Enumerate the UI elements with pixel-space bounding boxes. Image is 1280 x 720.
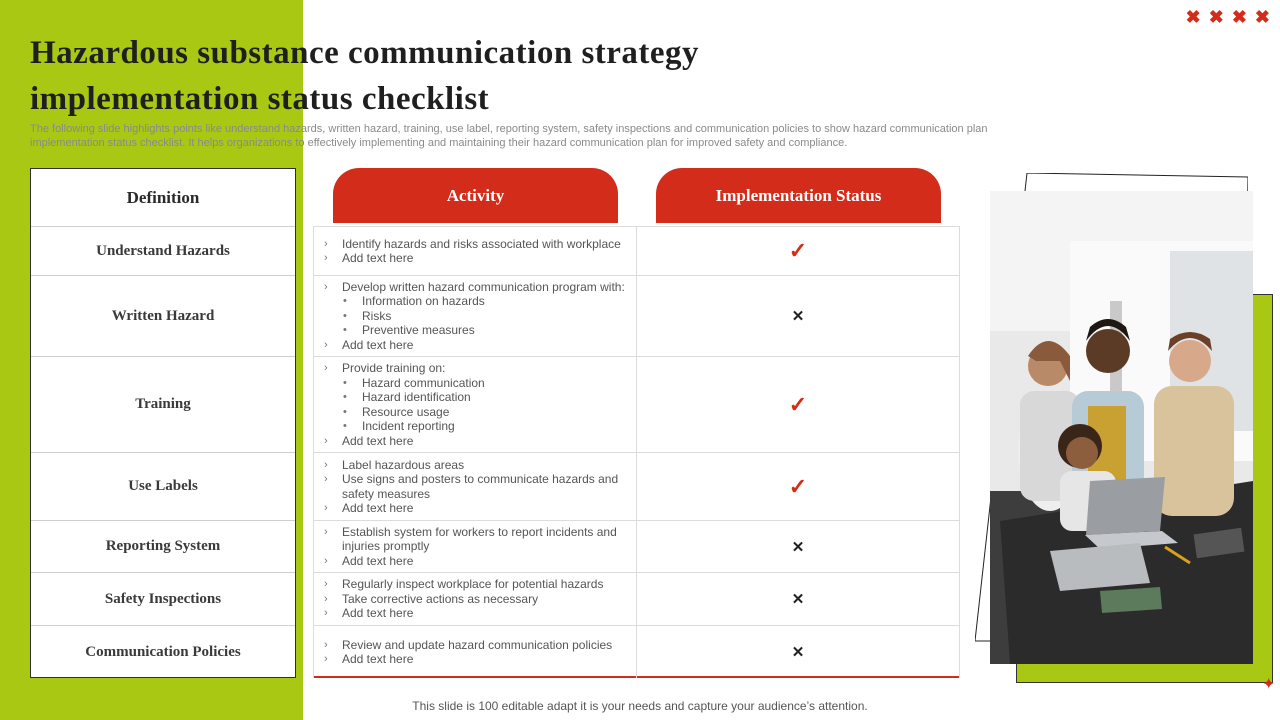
activity-text: Provide training on: xyxy=(342,361,446,375)
activity-text: Add text here xyxy=(342,553,414,568)
status-cell xyxy=(637,453,959,520)
activity-text: Regularly inspect workplace for potential hazards xyxy=(342,577,604,592)
activity-text: Add text here xyxy=(342,652,414,666)
cross-icon: ✕ xyxy=(791,538,805,556)
activity-item xyxy=(324,434,630,449)
activity-text: Add text here xyxy=(342,251,414,265)
table-row xyxy=(313,226,960,275)
chevron-right-icon: › xyxy=(324,554,328,567)
table-row xyxy=(313,625,960,678)
activity-item xyxy=(324,525,630,554)
activity-text: Establish system for workers to report incidents and injuries promptly xyxy=(342,524,617,554)
table-row xyxy=(313,356,960,452)
status-cell xyxy=(637,521,959,572)
activity-subitem xyxy=(324,309,630,324)
activity-subitem xyxy=(324,294,630,309)
activity-item xyxy=(324,554,630,569)
activity-text: Identify hazards and risks associated with workplace xyxy=(342,236,621,251)
activity-item xyxy=(324,638,630,653)
activity-item xyxy=(324,338,630,353)
definition-understand-hazards: Understand Hazards xyxy=(31,227,295,276)
status-cell xyxy=(637,357,959,452)
red-star-icon: ✦ xyxy=(1262,676,1276,693)
table-row xyxy=(313,452,960,520)
activity-text: Hazard identification xyxy=(362,390,471,404)
activity-item xyxy=(324,458,630,473)
activity-text: Add text here xyxy=(342,337,414,352)
table-row xyxy=(313,572,960,625)
activity-cell xyxy=(314,276,637,356)
activity-item xyxy=(324,251,630,266)
status-cell xyxy=(637,573,959,625)
slide-subtitle: The following slide highlights points like understand hazards, written hazard, training, use label, reporting system, safety inspections and communication policies to show hazard communication plan implementation status checklist. It helps organizations to effectively implementing and maintaining their hazard communication plan for improved safety and compliance. xyxy=(30,123,988,149)
red-cross-icon: ✖ xyxy=(1254,7,1270,27)
bullet-icon: • xyxy=(343,391,347,403)
cross-icon: ✕ xyxy=(791,644,805,661)
red-cross-icon: ✖ xyxy=(1185,7,1201,27)
activity-cell xyxy=(314,573,637,625)
table-row xyxy=(313,520,960,572)
chevron-right-icon: › xyxy=(324,473,328,485)
red-cross-icon: ✖ xyxy=(1208,7,1224,27)
checkmark-icon: ✓ xyxy=(788,238,808,263)
status-cell xyxy=(637,227,959,275)
activity-text: Review and update hazard communication policies xyxy=(342,637,613,652)
activity-cell xyxy=(314,626,637,678)
team-photo xyxy=(990,191,1253,664)
chevron-right-icon: › xyxy=(324,434,328,447)
chevron-right-icon: › xyxy=(324,362,328,374)
definition-use-labels: Use Labels xyxy=(31,453,295,521)
checkmark-icon: ✓ xyxy=(788,473,808,499)
definition-training: Training xyxy=(31,357,295,453)
activity-item xyxy=(324,237,630,252)
activity-cell xyxy=(314,357,637,452)
cross-icon: ✕ xyxy=(791,591,805,608)
activity-subitem xyxy=(324,405,630,420)
activity-text: Resource usage xyxy=(362,404,450,419)
bullet-icon: • xyxy=(343,309,347,322)
definition-written-hazard: Written Hazard xyxy=(31,276,295,357)
activity-subitem xyxy=(324,323,630,338)
definition-header: Definition xyxy=(31,169,295,227)
activity-text: Add text here xyxy=(342,433,414,448)
activity-subitem xyxy=(324,419,630,434)
red-cross-icon: ✖ xyxy=(1231,7,1247,27)
slide-title: Hazardous substance communication strategy implementation status checklist xyxy=(30,35,700,117)
activity-text: Develop written hazard communication program with: xyxy=(342,279,625,294)
activity-item xyxy=(324,472,630,501)
activity-item xyxy=(324,501,630,516)
chevron-right-icon: › xyxy=(324,525,328,538)
activity-item xyxy=(324,361,630,376)
chevron-right-icon: › xyxy=(324,252,328,264)
chevron-right-icon: › xyxy=(324,280,328,293)
chevron-right-icon: › xyxy=(324,458,328,471)
status-cell xyxy=(637,276,959,356)
activity-item xyxy=(324,606,630,621)
activity-item xyxy=(324,652,630,667)
activity-subitem xyxy=(324,376,630,391)
chevron-right-icon: › xyxy=(324,607,328,620)
activity-text: Add text here xyxy=(342,606,414,621)
activity-status-table xyxy=(313,226,960,678)
table-row xyxy=(313,275,960,356)
activity-text: Add text here xyxy=(342,501,414,515)
status-header: Implementation Status xyxy=(656,168,941,223)
activity-text: Risks xyxy=(362,308,392,323)
footer-note: This slide is 100 editable adapt it is your needs and capture your audience’s attention. xyxy=(412,699,868,713)
chevron-right-icon: › xyxy=(324,338,328,351)
checkmark-icon: ✓ xyxy=(788,391,808,417)
activity-text: Incident reporting xyxy=(362,419,455,433)
definition-table xyxy=(30,168,296,678)
chevron-right-icon: › xyxy=(324,653,328,665)
activity-cell xyxy=(314,521,637,572)
activity-cell xyxy=(314,227,637,275)
activity-cell xyxy=(314,453,637,520)
definition-communication-policies: Communication Policies xyxy=(85,643,241,660)
status-cell xyxy=(637,626,959,678)
activity-item xyxy=(324,280,630,295)
activity-item xyxy=(324,592,630,607)
bullet-icon: • xyxy=(343,295,347,308)
definition-reporting-system: Reporting System xyxy=(31,521,295,573)
chevron-right-icon: › xyxy=(324,592,328,605)
activity-text: Preventive measures xyxy=(362,323,475,338)
corner-decoration xyxy=(1186,8,1270,26)
chevron-right-icon: › xyxy=(324,638,328,651)
activity-text: Take corrective actions as necessary xyxy=(342,591,539,606)
chevron-right-icon: › xyxy=(324,578,328,591)
chevron-right-icon: › xyxy=(324,502,328,514)
activity-header: Activity xyxy=(333,168,618,223)
activity-text: Information on hazards xyxy=(362,294,485,309)
definition-safety-inspections: Safety Inspections xyxy=(31,573,295,626)
bullet-icon: • xyxy=(343,324,347,337)
cross-icon: ✕ xyxy=(791,308,805,325)
activity-item xyxy=(324,577,630,592)
activity-text: Use signs and posters to communicate hazards and safety measures xyxy=(342,472,619,501)
activity-text: Hazard communication xyxy=(362,375,485,390)
bullet-icon: • xyxy=(343,420,347,432)
chevron-right-icon: › xyxy=(324,237,328,250)
activity-text: Label hazardous areas xyxy=(342,457,465,472)
bullet-icon: • xyxy=(343,376,347,389)
bullet-icon: • xyxy=(343,405,347,418)
team-at-laptop-illustration xyxy=(990,191,1253,664)
activity-subitem xyxy=(324,390,630,405)
